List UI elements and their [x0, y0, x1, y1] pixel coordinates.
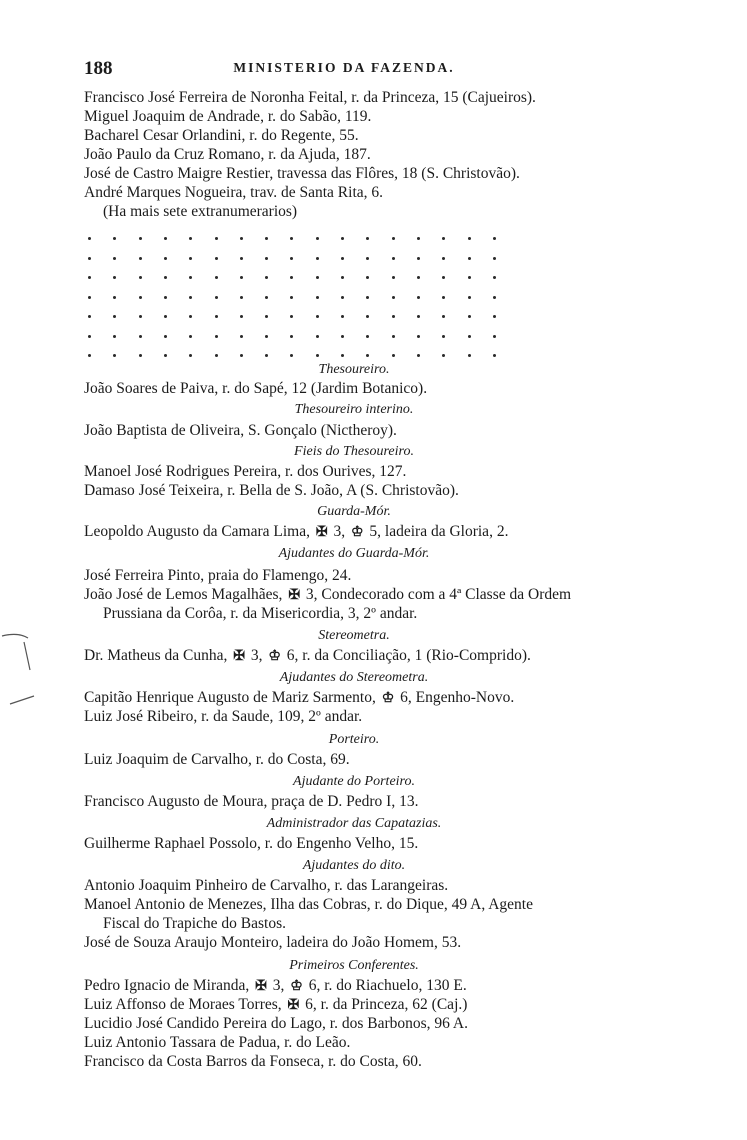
entry-line: Luiz Affonso de Moraes Torres, ✠ 6, r. da Princeza, 62 (Caj.): [84, 996, 468, 1013]
section-heading: Stereometra.: [318, 628, 390, 643]
order-cross-icon: ✠: [255, 979, 267, 994]
entry-continuation: Fiscal do Trapiche do Bastos.: [103, 915, 286, 932]
entry-line: Dr. Matheus da Cunha, ✠ 3, ♔ 6, r. da Conciliação, 1 (Rio-Comprido).: [84, 647, 531, 664]
leader-dot: [189, 335, 192, 338]
leader-dot: [240, 354, 243, 357]
leader-dot: [316, 354, 319, 357]
leader-dot: [88, 315, 91, 318]
section-heading: Ajudantes do Stereometra.: [279, 670, 429, 685]
leader-dot: [366, 257, 369, 260]
leader-dot: [189, 257, 192, 260]
leader-dot: [240, 237, 243, 240]
leader-dot: [88, 257, 91, 260]
leader-dot: [290, 257, 293, 260]
dots-note: (Ha mais sete extranumerarios): [103, 203, 298, 220]
leader-dot: [189, 276, 192, 279]
leader-dot: [468, 276, 471, 279]
leader-dot: [366, 276, 369, 279]
leader-dot: [215, 276, 218, 279]
leader-dot: [113, 296, 116, 299]
leader-dot: [139, 315, 142, 318]
section-heading: Ajudante do Porteiro.: [293, 774, 415, 789]
leader-dot: [290, 296, 293, 299]
leader-dot: [139, 354, 142, 357]
leader-dot: [442, 257, 445, 260]
leader-dot: [392, 257, 395, 260]
leader-dot: [392, 354, 395, 357]
section-heading: Ajudantes do dito.: [302, 858, 406, 873]
leader-dot: [392, 296, 395, 299]
leader-dot: [164, 335, 167, 338]
entry-line: João José de Lemos Magalhães, ✠ 3, Condecorado com a 4ª Classe da Ordem: [84, 586, 572, 603]
leader-dot: [240, 315, 243, 318]
section-heading: Administrador das Capatazias.: [266, 816, 442, 831]
section-heading: Primeiros Conferentes.: [289, 958, 419, 973]
leader-dot: [88, 354, 91, 357]
leader-dot: [215, 354, 218, 357]
leader-dot: [417, 335, 420, 338]
entry-continuation: Prussiana da Corôa, r. da Misericordia, 3, 2º andar.: [103, 605, 418, 622]
leader-dot: [442, 237, 445, 240]
leader-dot: [468, 237, 471, 240]
entry-line: Damaso José Teixeira, r. Bella de S. João, A (S. Christovão).: [84, 482, 459, 499]
entry-line: Luiz Joaquim de Carvalho, r. do Costa, 69.: [84, 751, 350, 768]
leader-dot: [265, 315, 268, 318]
leader-dot: [493, 276, 496, 279]
leader-dot: [392, 237, 395, 240]
leader-dot: [113, 335, 116, 338]
entry-line: Lucidio José Candido Pereira do Lago, r. dos Barbonos, 96 A.: [84, 1015, 469, 1032]
section-heading: Thesoureiro interino.: [294, 402, 414, 417]
leader-dot: [316, 335, 319, 338]
leader-dot: [265, 257, 268, 260]
leader-dot: [139, 276, 142, 279]
entry-line: Leopoldo Augusto da Camara Lima, ✠ 3, ♔ 5, ladeira da Gloria, 2.: [84, 523, 509, 540]
leader-dot: [493, 257, 496, 260]
order-crown-icon: ♔: [268, 649, 281, 664]
leader-dot: [417, 237, 420, 240]
leader-dot: [341, 257, 344, 260]
order-crown-icon: ♔: [350, 525, 364, 540]
leader-dot: [316, 315, 319, 318]
entry-line: José de Souza Araujo Monteiro, ladeira do João Homem, 53.: [84, 934, 462, 951]
entry-name: Leopoldo Augusto da Camara Lima,: [84, 523, 310, 540]
leader-dot: [468, 315, 471, 318]
leader-dot: [240, 335, 243, 338]
leader-dot: [392, 276, 395, 279]
order-cross-icon: ✠: [233, 649, 245, 664]
leader-dot: [189, 296, 192, 299]
leader-dot: [417, 257, 420, 260]
leader-dot: [164, 237, 167, 240]
order-crown-icon: ✠: [287, 998, 300, 1013]
leader-dot: [215, 237, 218, 240]
leader-dot: [341, 276, 344, 279]
leader-dot: [341, 354, 344, 357]
leader-dot: [468, 257, 471, 260]
leader-dot: [417, 315, 420, 318]
section-heading: Fieis do Thesoureiro.: [294, 444, 414, 459]
leader-dot: [341, 335, 344, 338]
leader-dot: [88, 237, 91, 240]
leader-dot: [113, 276, 116, 279]
leader-dot: [366, 335, 369, 338]
leader-dot: [442, 335, 445, 338]
page-number: 188: [84, 58, 113, 79]
leader-dot: [392, 315, 395, 318]
leader-dot: [113, 237, 116, 240]
leader-dot: [468, 296, 471, 299]
entry-line: Antonio Joaquim Pinheiro de Carvalho, r. das Larangeiras.: [84, 877, 449, 894]
leader-dot: [290, 315, 293, 318]
leader-dot: [417, 276, 420, 279]
leader-dot: [240, 296, 243, 299]
leader-dot: [215, 296, 218, 299]
leader-dot: [265, 276, 268, 279]
leader-dot: [493, 296, 496, 299]
leader-dot: [290, 276, 293, 279]
leader-dot: [392, 335, 395, 338]
entry-line: José de Castro Maigre Restier, travessa das Flôres, 18 (S. Christovão).: [84, 165, 520, 182]
page-header: [84, 58, 704, 82]
leader-dot: [442, 296, 445, 299]
leader-dot: [189, 237, 192, 240]
leader-dot: [366, 315, 369, 318]
leader-dot: [88, 276, 91, 279]
section-heading: Guarda-Mór.: [317, 504, 391, 519]
leader-dot: [341, 296, 344, 299]
leader-dot: [265, 296, 268, 299]
entry-line: Francisco Augusto de Moura, praça de D. Pedro I, 13.: [84, 793, 419, 810]
leader-dot: [113, 315, 116, 318]
leader-dot: [290, 354, 293, 357]
leader-dot: [164, 354, 167, 357]
leader-dot: [493, 315, 496, 318]
entry-line: André Marques Nogueira, trav. de Santa Rita, 6.: [84, 184, 384, 201]
leader-dot: [493, 354, 496, 357]
leader-dot: [468, 335, 471, 338]
entry-line: Capitão Henrique Augusto de Mariz Sarmento, ♔ 6, Engenho-Novo.: [84, 689, 515, 706]
leader-dot: [240, 276, 243, 279]
entry-line: João Baptista de Oliveira, S. Gonçalo (Nictheroy).: [84, 422, 397, 439]
leader-dot: [442, 315, 445, 318]
leader-dot: [189, 354, 192, 357]
leader-dot: [265, 335, 268, 338]
section-heading: Thesoureiro.: [318, 362, 390, 377]
entry-line: Manoel Antonio de Menezes, Ilha das Cobras, r. do Dique, 49 A, Agente: [84, 896, 533, 913]
leader-dot: [139, 257, 142, 260]
leader-dot: [366, 237, 369, 240]
leader-dot: [265, 354, 268, 357]
order-crown-icon: ♔: [290, 979, 303, 994]
leader-dot: [113, 257, 116, 260]
leader-dot: [442, 276, 445, 279]
section-heading: Ajudantes do Guarda-Mór.: [278, 546, 430, 561]
leader-dot: [139, 335, 142, 338]
leader-dot: [341, 237, 344, 240]
leader-dot: [139, 296, 142, 299]
leader-dot: [290, 335, 293, 338]
leader-dot: [316, 257, 319, 260]
order-cross-icon: ✠: [288, 588, 301, 603]
running-head: MINISTERIO DA FAZENDA.: [233, 60, 455, 75]
entry-line: Luiz Antonio Tassara de Padua, r. do Leão.: [84, 1034, 351, 1051]
leader-dot: [442, 354, 445, 357]
leader-dot: [164, 315, 167, 318]
entry-line: Luiz José Ribeiro, r. da Saude, 109, 2º andar.: [84, 708, 363, 725]
leader-dot: [417, 296, 420, 299]
entry-line: Bacharel Cesar Orlandini, r. do Regente, 55.: [84, 127, 359, 144]
entry-line: José Ferreira Pinto, praia do Flamengo, 24.: [84, 567, 352, 584]
order-crown-icon: ♔: [381, 691, 395, 706]
leader-dot: [316, 296, 319, 299]
leader-dot: [88, 296, 91, 299]
leader-dot: [164, 276, 167, 279]
entry-line: Francisco José Ferreira de Noronha Feital, r. da Princeza, 15 (Cajueiros).: [84, 89, 536, 106]
leader-dot: [468, 354, 471, 357]
leader-dot: [215, 335, 218, 338]
leader-dot: [139, 237, 142, 240]
leader-dot: [366, 296, 369, 299]
leader-dot: [88, 335, 91, 338]
leader-dot: [164, 257, 167, 260]
order-cross-icon: ✠: [315, 525, 328, 540]
entry-line: Miguel Joaquim de Andrade, r. do Sabão, 119.: [84, 108, 372, 125]
leader-dot: [341, 315, 344, 318]
leader-dot: [164, 296, 167, 299]
entry-line: Pedro Ignacio de Miranda, ✠ 3, ♔ 6, r. do Riachuelo, 130 E.: [84, 977, 467, 994]
margin-mark: [0, 630, 40, 710]
leader-dot: [113, 354, 116, 357]
entry-line: Guilherme Raphael Possolo, r. do Engenho Velho, 15.: [84, 835, 419, 852]
leader-dot: [493, 335, 496, 338]
leader-dot: [366, 354, 369, 357]
leader-dot: [417, 354, 420, 357]
leader-dot: [316, 276, 319, 279]
leader-dot: [215, 257, 218, 260]
entry-line: João Soares de Paiva, r. do Sapé, 12 (Jardim Botanico).: [84, 380, 428, 397]
entry-line: Francisco da Costa Barros da Fonseca, r. do Costa, 60.: [84, 1053, 422, 1070]
leader-dot: [189, 315, 192, 318]
leader-dot: [240, 257, 243, 260]
leader-dot: [215, 315, 218, 318]
leader-dot: [316, 237, 319, 240]
section-heading: Porteiro.: [328, 732, 380, 747]
leader-dot: [290, 237, 293, 240]
entry-line: Manoel José Rodrigues Pereira, r. dos Ourives, 127.: [84, 463, 407, 480]
leader-dot: [493, 237, 496, 240]
leader-dot: [265, 237, 268, 240]
entry-line: João Paulo da Cruz Romano, r. da Ajuda, 187.: [84, 146, 371, 163]
